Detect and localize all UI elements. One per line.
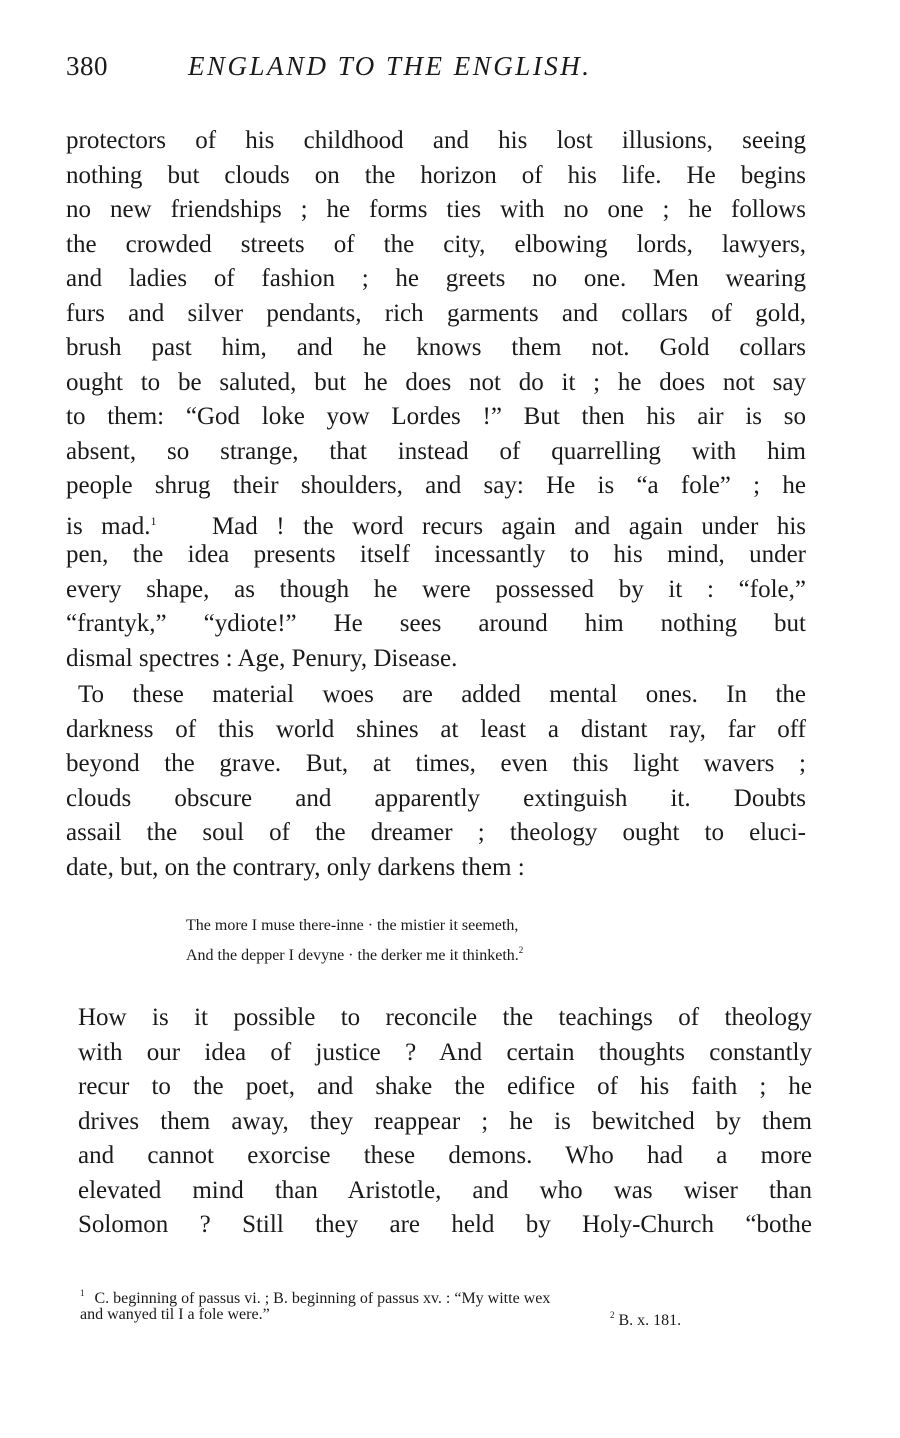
text-line: ought to be saluted, but he does not do it ; he does not say — [66, 368, 806, 396]
text-line: absent, so strange, that instead of quarrelling with him — [66, 437, 806, 465]
paragraph-1 — [66, 124, 806, 676]
footnote-marker-2: 2 — [610, 1310, 615, 1320]
text-fragment: is mad. — [66, 512, 151, 540]
paragraph-3 — [78, 1001, 812, 1243]
footnote-ref-1[interactable]: 1 — [150, 513, 157, 528]
text-line: dismal spectres : Age, Penury, Disease. — [66, 644, 458, 672]
text-line: people shrug their shoulders, and say: He is “a fole” ; he — [66, 472, 806, 499]
footnote-2 — [610, 1304, 681, 1332]
footnote-2-text: B. x. 181. — [618, 1312, 682, 1329]
text-line: the crowded streets of the city, elbowing lords, lawyers, — [66, 230, 806, 258]
footnote-line — [80, 1304, 816, 1329]
verse-quotation — [186, 914, 726, 962]
text-line: beyond the grave. But, at times, even this light wavers ; — [66, 750, 806, 777]
text-line: elevated mind than Aristotle, and who was wiser than — [78, 1176, 812, 1204]
verse-line-with-footnote — [186, 938, 726, 962]
text-line: brush past him, and he knows them not. Gold collars — [66, 334, 806, 361]
paragraph-2 — [66, 678, 806, 885]
text-line: pen, the idea presents itself incessantly to his mind, under — [66, 541, 806, 568]
text-line: with our idea of justice ? And certain thoughts constantly — [78, 1038, 812, 1066]
text-fragment: Mad ! the word recurs again and again under his — [211, 512, 807, 540]
text-line: to them: “God loke yow Lordes !” But then his air is so — [66, 403, 806, 430]
footnote-marker-1: 1 — [80, 1288, 85, 1298]
text-line: Solomon ? Still they are held by Holy-Church “bothe — [78, 1211, 812, 1238]
footnote-ref-2[interactable]: 2 — [518, 945, 524, 955]
text-line: clouds obscure and apparently extinguish it. Doubts — [66, 784, 806, 812]
text-line: furs and silver pendants, rich garments and collars of gold, — [66, 299, 806, 327]
text-line: and ladies of fashion ; he greets no one. Men wearing — [66, 265, 806, 292]
text-line: recur to the poet, and shake the edifice of his faith ; he — [78, 1073, 812, 1100]
text-line: every shape, as though he were possessed by it : “fole,” — [66, 575, 806, 603]
text-line-with-footnote — [66, 504, 806, 539]
footnote-1-text: C. beginning of passus vi. ; B. beginning of passus xv. : “My witte wex — [94, 1290, 551, 1307]
text-line: and cannot exorcise these demons. Who had a more — [78, 1142, 812, 1169]
text-line: To these material woes are added mental ones. In the — [78, 681, 806, 708]
text-line: “frantyk,” “ydiote!” He sees around him nothing but — [66, 610, 806, 637]
running-title: ENGLAND TO THE ENGLISH. — [188, 51, 592, 81]
text-line: How is it possible to reconcile the teachings of theology — [78, 1004, 812, 1031]
footnote-1 — [80, 1282, 816, 1307]
text-line: no new friendships ; he forms ties with no one ; he follows — [66, 196, 806, 223]
text-fragment: And the depper I devyne · the derker me it thinketh. — [186, 947, 519, 964]
text-line: assail the soul of the dreamer ; theology ought to eluci- — [66, 819, 806, 846]
footnotes — [80, 1282, 816, 1329]
verse-line: The more I muse there-inne · the mistier it seemeth, — [186, 917, 519, 934]
page-number: 380 — [66, 51, 108, 81]
text-line: nothing but clouds on the horizon of his life. He begins — [66, 161, 806, 189]
text-line: darkness of this world shines at least a distant ray, far off — [66, 715, 806, 743]
text-line: date, but, on the contrary, only darkens them : — [66, 853, 525, 881]
text-line: protectors of his childhood and his lost illusions, seeing — [66, 127, 806, 154]
running-header — [66, 46, 846, 86]
footnote-1-continuation: and wanyed til I a fole were.” — [80, 1306, 270, 1323]
text-line: drives them away, they reappear ; he is bewitched by them — [78, 1107, 812, 1135]
